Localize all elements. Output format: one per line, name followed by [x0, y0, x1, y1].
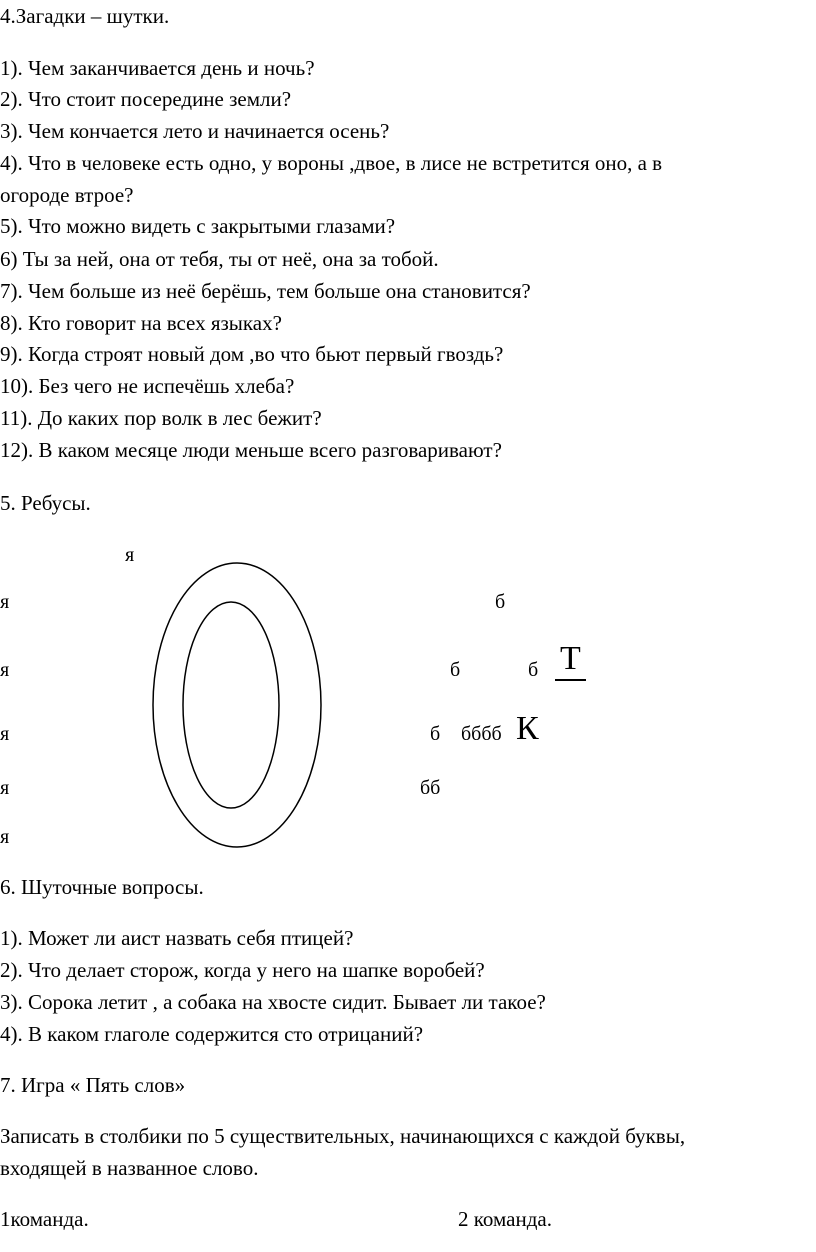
- rebus-letter-ya-2: я: [0, 659, 10, 681]
- question-4: 4). В каком глаголе содержится сто отрицаний?: [0, 1022, 424, 1046]
- instruction-line-2: входящей в названное слово.: [0, 1156, 259, 1180]
- section-6-title: 6. Шуточные вопросы.: [0, 875, 204, 899]
- riddle-3: 3). Чем кончается лето и начинается осень?: [0, 119, 390, 143]
- riddle-9: 9). Когда строят новый дом ,во что бьют первый гвоздь?: [0, 342, 504, 366]
- team-1-label: 1команда.: [0, 1207, 89, 1231]
- rebus-letters-bbbb: бббб: [461, 723, 502, 745]
- rebus-letter-ya-top: я: [125, 544, 135, 566]
- rebus-letter-b-2: б: [450, 659, 461, 681]
- rebus-letter-ya-3: я: [0, 723, 10, 745]
- rebus-letter-k: К: [516, 710, 539, 747]
- rebus-ovals: [150, 560, 330, 850]
- riddle-7: 7). Чем больше из неё берёшь, тем больше она становится?: [0, 279, 531, 303]
- rebus-inner-oval: [183, 602, 279, 808]
- riddle-10: 10). Без чего не испечёшь хлеба?: [0, 374, 295, 398]
- question-2: 2). Что делает сторож, когда у него на шапке воробей?: [0, 958, 485, 982]
- rebus-letter-ya-5: я: [0, 826, 10, 848]
- rebus-letter-b-1: б: [495, 591, 506, 613]
- team-2-label: 2 команда.: [458, 1207, 552, 1231]
- section-7-title: 7. Игра « Пять слов»: [0, 1073, 186, 1097]
- rebus-letter-b-4: б: [430, 723, 441, 745]
- rebus-letters-bb: бб: [420, 777, 441, 799]
- section-5-title: 5. Ребусы.: [0, 491, 91, 515]
- question-3: 3). Сорока летит , а собака на хвосте сидит. Бывает ли такое?: [0, 990, 546, 1014]
- riddle-8: 8). Кто говорит на всех языках?: [0, 311, 282, 335]
- riddle-2: 2). Что стоит посередине земли?: [0, 87, 292, 111]
- riddle-1: 1). Чем заканчивается день и ночь?: [0, 56, 315, 80]
- riddle-4-line-1: 4). Что в человеке есть одно, у вороны ,двое, в лисе не встретится оно, а в: [0, 151, 663, 175]
- question-1: 1). Может ли аист назвать себя птицей?: [0, 926, 354, 950]
- riddle-12: 12). В каком месяце люди меньше всего разговаривают?: [0, 438, 502, 462]
- section-4-title: 4.Загадки – шутки.: [0, 4, 170, 28]
- rebus-letter-ya-1: я: [0, 591, 10, 613]
- rebus-letter-b-3: б: [528, 659, 539, 681]
- rebus-letter-ya-4: я: [0, 777, 10, 799]
- instruction-line-1: Записать в столбики по 5 существительных, начинающихся с каждой буквы,: [0, 1124, 686, 1148]
- riddle-5: 5). Что можно видеть с закрытыми глазами?: [0, 214, 396, 238]
- rebus-letter-t-underlined: Т: [555, 642, 586, 676]
- riddle-4-line-2: огороде втрое?: [0, 183, 134, 207]
- riddle-6: 6) Ты за ней, она от тебя, ты от неё, она за тобой.: [0, 247, 439, 271]
- riddle-11: 11). До каких пор волк в лес бежит?: [0, 406, 322, 430]
- rebus-outer-oval: [153, 563, 321, 847]
